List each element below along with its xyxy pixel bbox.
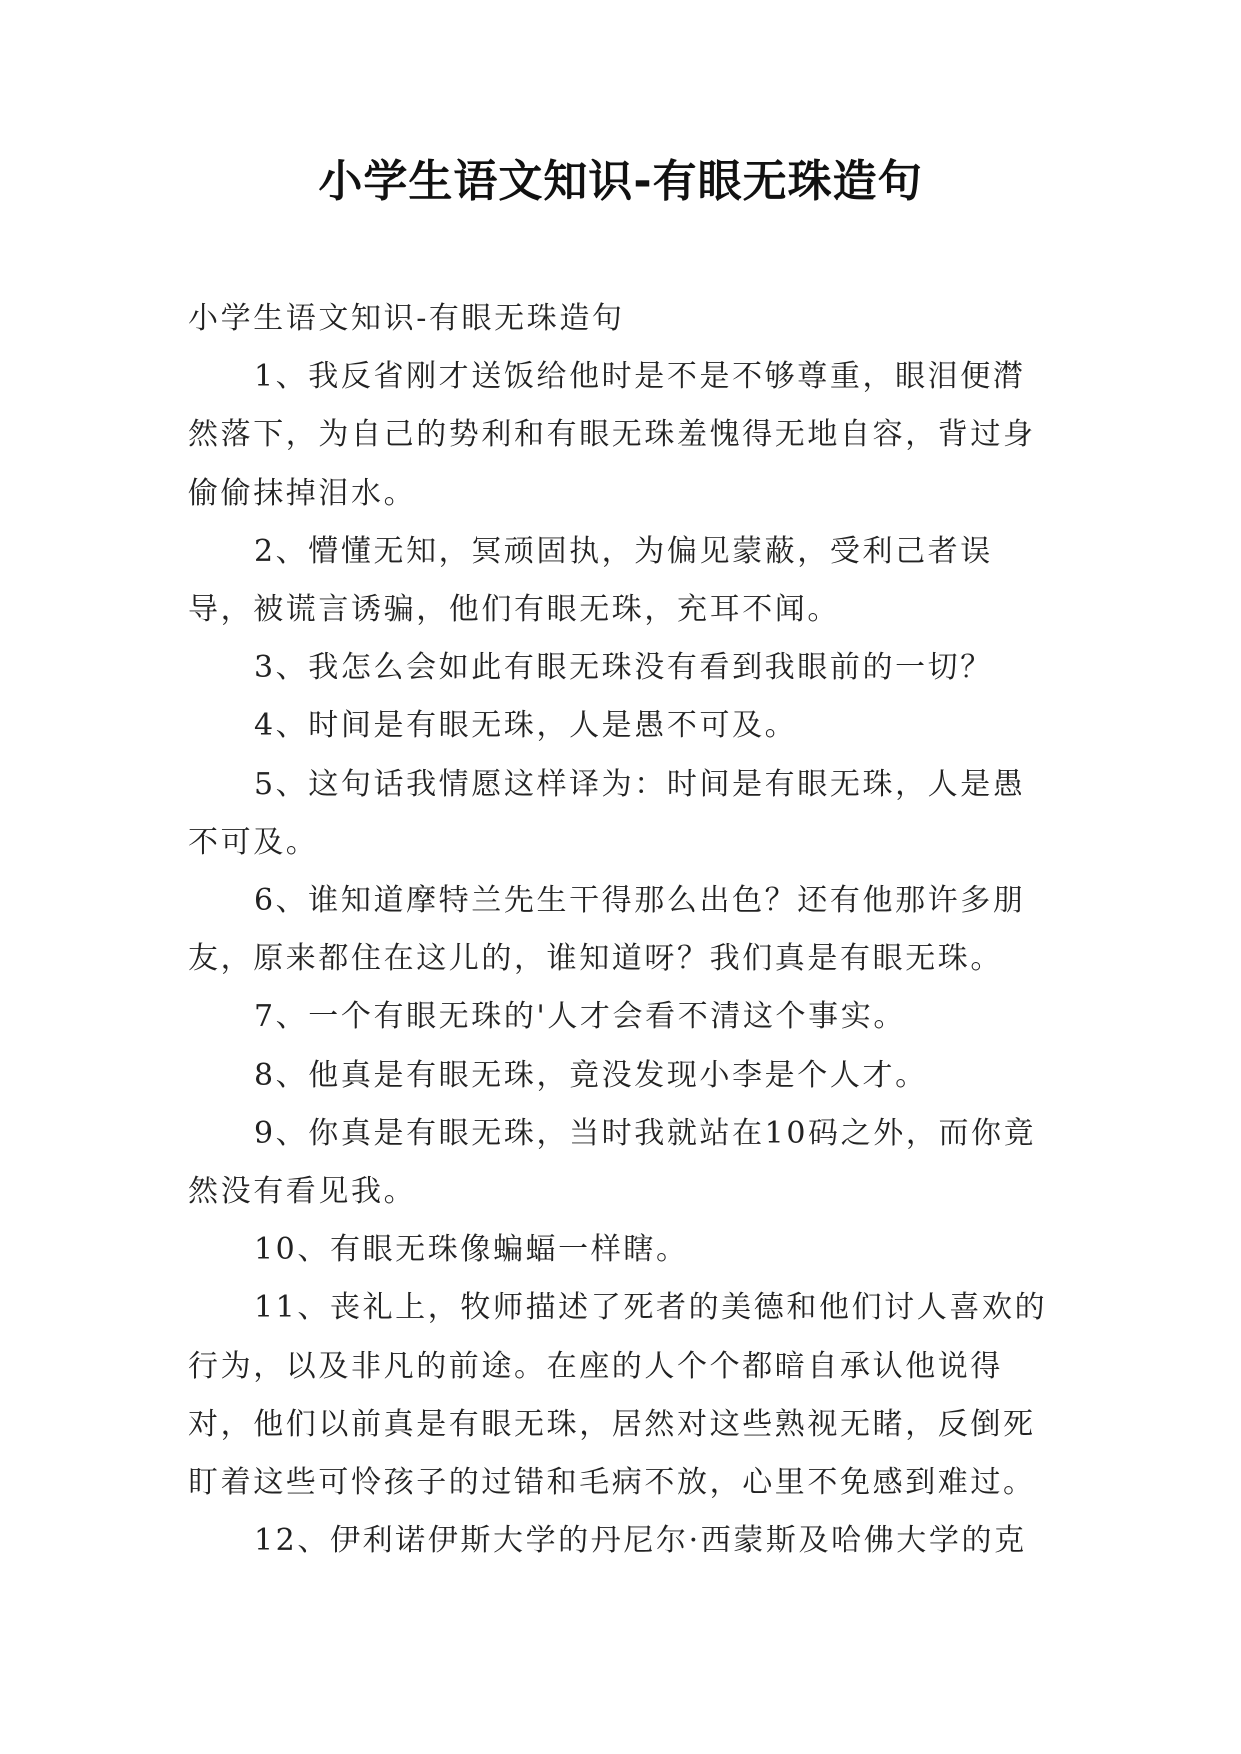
document-subtitle: 小学生语文知识-有眼无珠造句 bbox=[188, 301, 625, 336]
paragraph-9: 9、你真是有眼无珠，当时我就站在10码之外，而你竟然没有看见我。 bbox=[188, 1115, 1037, 1210]
paragraph-5: 5、这句话我情愿这样译为：时间是有眼无珠，人是愚不可及。 bbox=[188, 766, 1026, 860]
paragraph-7: 7、一个有眼无珠的'人才会看不清这个事实。 bbox=[254, 999, 906, 1035]
document-body bbox=[188, 290, 1054, 1570]
paragraph-1: 1、我反省刚才送饭给他时是不是不够尊重，眼泪便潸然落下，为自己的势利和有眼无珠羞愧得无地自容，背过身偷偷抹掉泪水。 bbox=[188, 359, 1036, 511]
paragraph-11: 11、丧礼上，牧师描述了死者的美德和他们讨人喜欢的行为，以及非凡的前途。在座的人个个都暗自承认他说得对，他们以前真是有眼无珠，居然对这些熟视无睹，反倒死盯着这些可怜孩子的过错和毛病不放，心里不免感到难过。 bbox=[188, 1290, 1048, 1501]
paragraph-2: 2、懵懂无知，冥顽固执，为偏见蒙蔽，受利己者误导，被谎言诱骗，他们有眼无珠，充耳不闻。 bbox=[188, 533, 993, 628]
paragraph-10: 10、有眼无珠像蝙蝠一样瞎。 bbox=[254, 1232, 689, 1268]
document-title: 小学生语文知识-有眼无珠造句 bbox=[318, 156, 923, 207]
paragraph-4: 4、时间是有眼无珠，人是愚不可及。 bbox=[254, 708, 798, 744]
paragraph-12: 12、伊利诺伊斯大学的丹尼尔·西蒙斯及哈佛大学的克 bbox=[254, 1523, 1027, 1559]
paragraph-3: 3、我怎么会如此有眼无珠没有看到我眼前的一切？ bbox=[254, 650, 993, 686]
paragraph-8: 8、他真是有眼无珠，竟没发现小李是个人才。 bbox=[254, 1057, 928, 1093]
paragraph-6: 6、谁知道摩特兰先生干得那么出色？还有他那许多朋友，原来都住在这儿的，谁知道呀？我们真是有眼无珠。 bbox=[188, 883, 1026, 977]
